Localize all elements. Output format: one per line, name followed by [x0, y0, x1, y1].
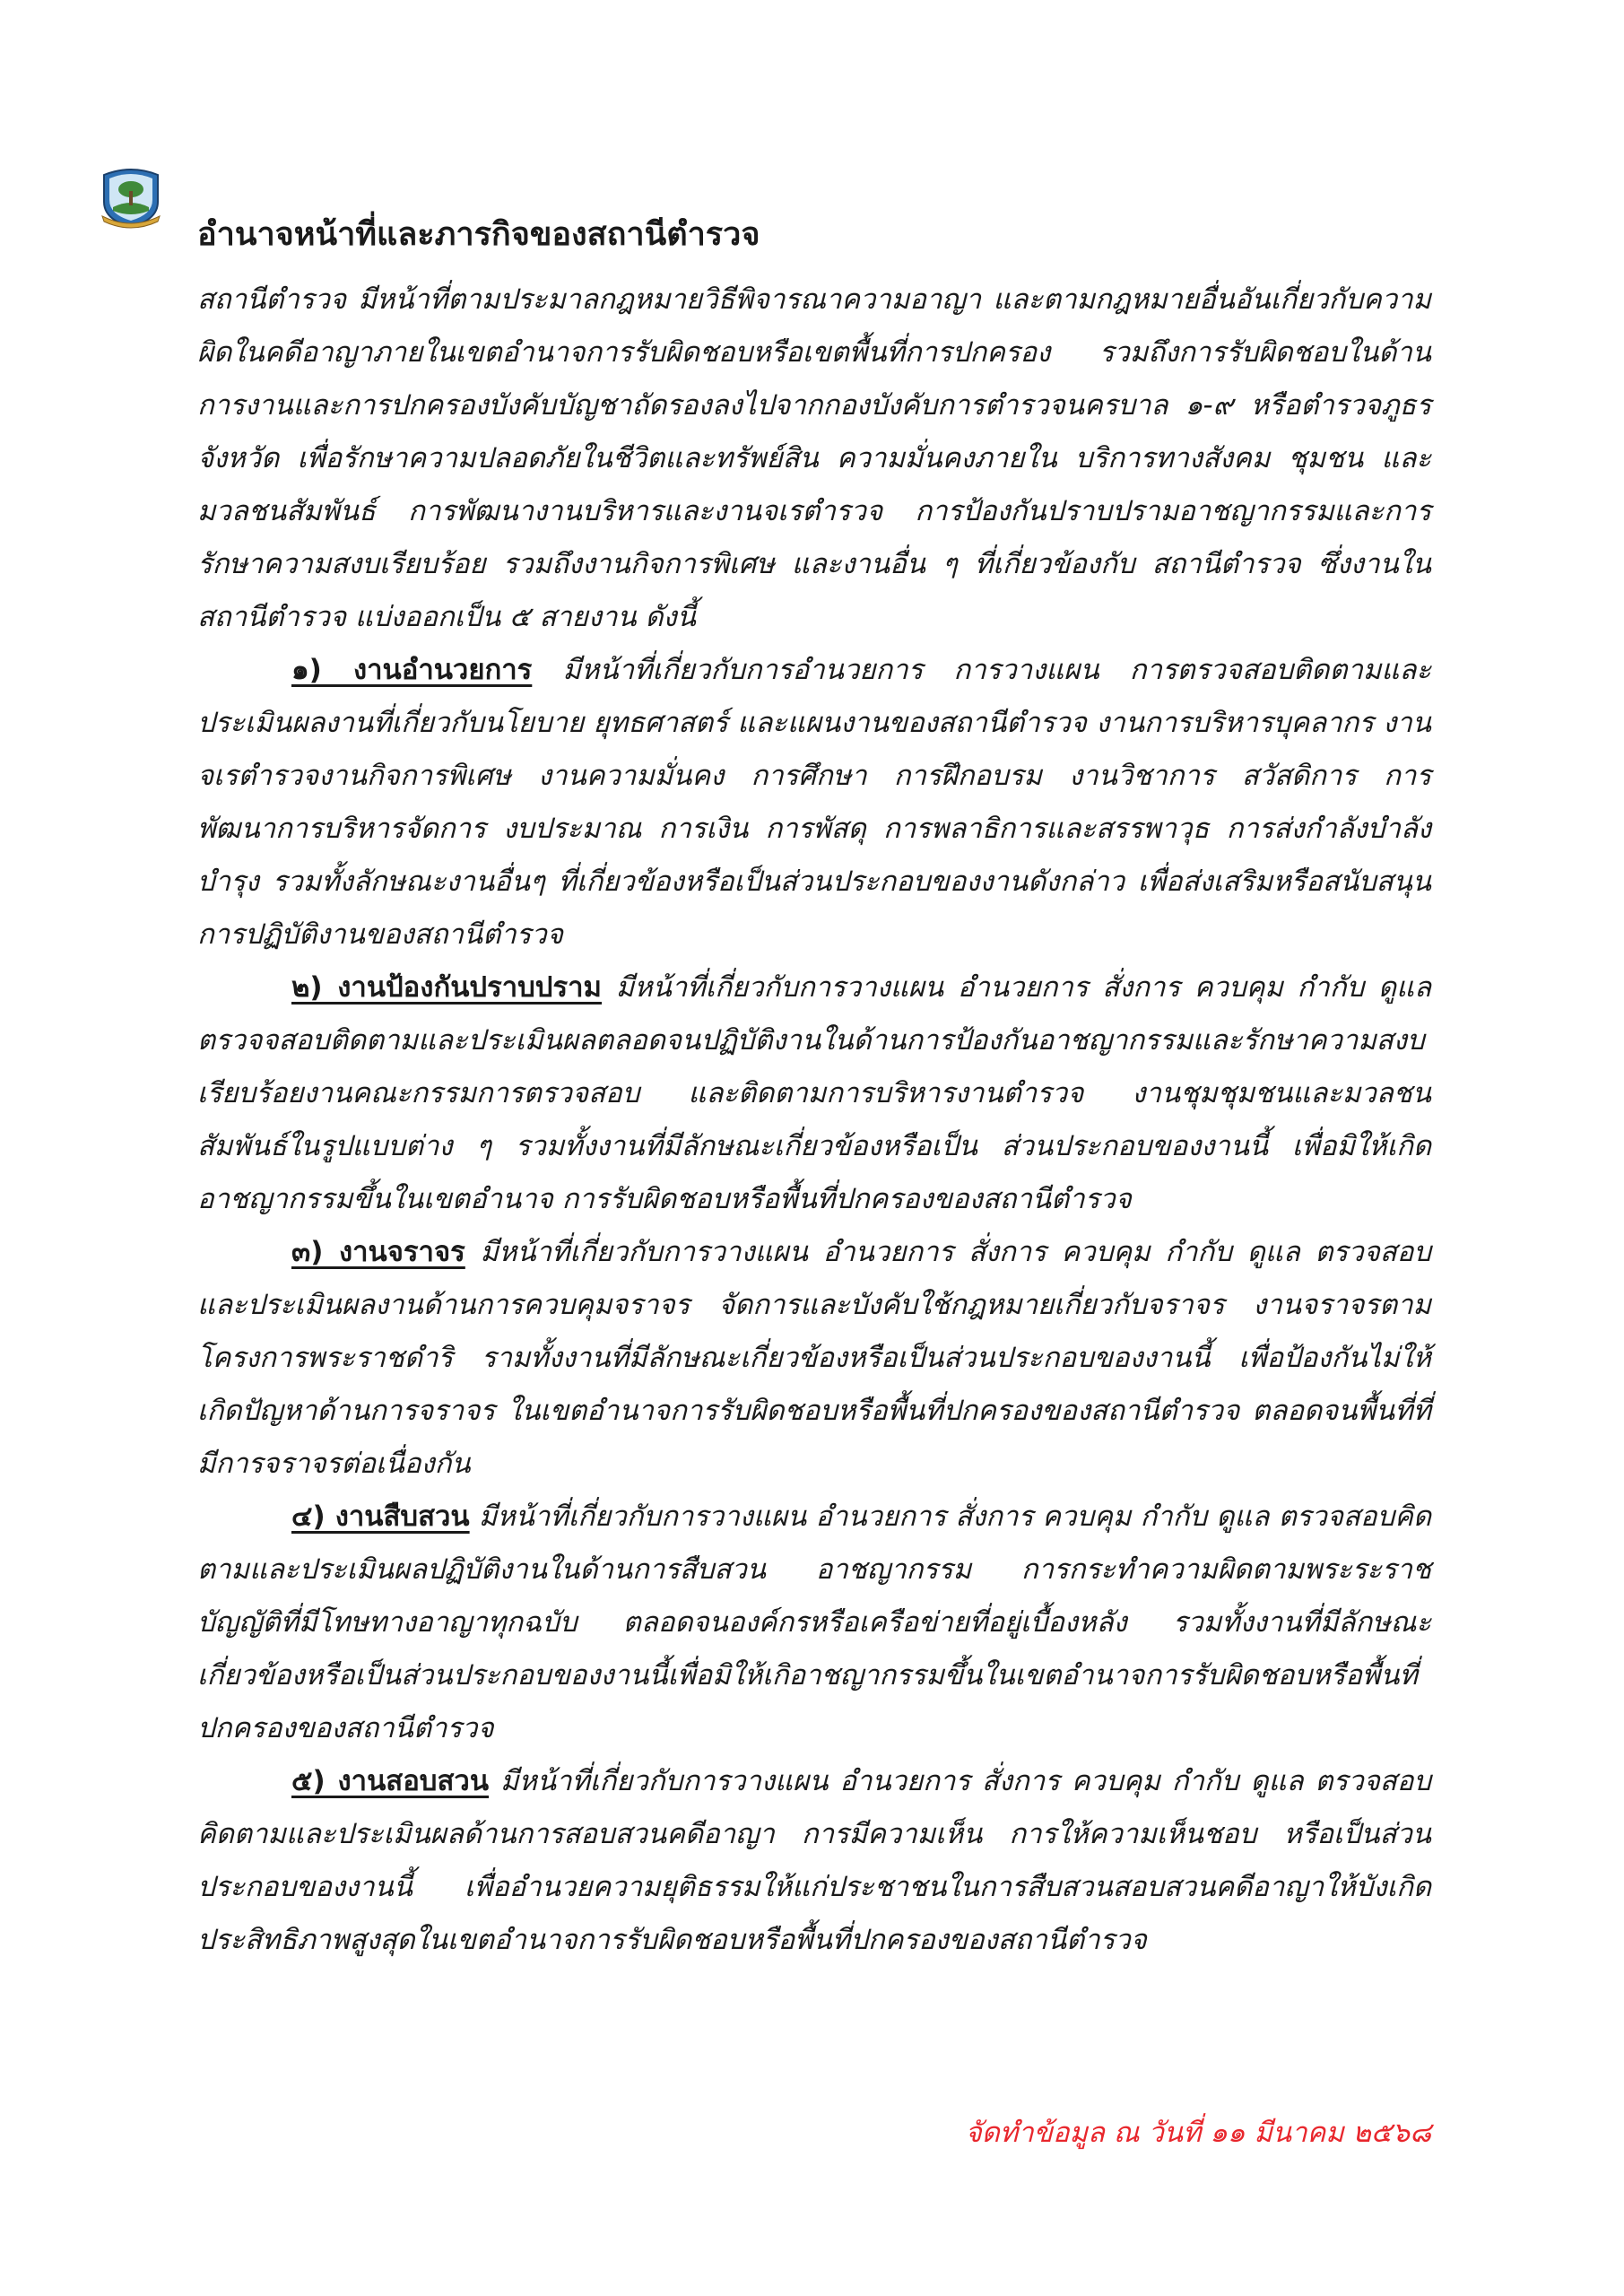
section-body: มีหน้าที่เกี่ยวกับการวางแผน อำนวยการ สั่งการ ควบคุม กำกับ ดูแล ตรวจสอบคิดตามและประเมินผลปฏิบัติงานในด้านการสืบสวน อาชญากรรม การกระทำความผิดตามพระระราชบัญญัติที่มีโทษทางอาญาทุกฉบับ ตลอดจนองค์กรหรือเครือข่ายที่อยู่เบื้องหลัง รวมทั้งงานที่มีลักษณะเกี่ยวข้องหรือเป็นส่วนประกอบของงานนี้เพื่อมิให้เกิอาชญากรรมขึ้นในเขตอำนาจการรับผิดชอบหรือพื้นที่ปกครองของสถานีตำรวจ [197, 1500, 1432, 1744]
section-heading: ๓) งานจราจร [291, 1236, 465, 1268]
police-emblem-icon [86, 166, 176, 230]
section-paragraph [197, 961, 1431, 1226]
section-heading: ๑) งานอำนวยการ [291, 654, 533, 686]
section-paragraph [197, 1491, 1431, 1755]
section-body: มีหน้าที่เกี่ยวกับการวางแผน อำนวยการ สั่งการ ควบคุม กำกับ ดูแล ตรวจสอบและประเมินผลงานด้านการควบคุมจราจร จัดการและบังคับใช้กฎหมายเกี่ยวกับจราจร งานจราจรตามโครงการพระราชดำริ รามทั้งงานที่มีลักษณะเกี่ยวข้องหรือเป็นส่วนประกอบของงานนี้ เพื่อป้องกันไม่ให้เกิดปัญหาด้านการจราจร ในเขตอำนาจการรับผิดชอบหรือพื้นที่ปกครองของสถานีตำรวจ ตลอดจนพื้นที่ที่มีการจราจรต่อเนื่องกัน [197, 1236, 1431, 1480]
page-title: อำนาจหน้าที่และภารกิจของสถานีตำรวจ [197, 216, 760, 253]
section-paragraph [197, 1226, 1431, 1491]
section-body: มีหน้าที่เกี่ยวกับการวางแผน อำนวยการ สั่งการ ควบคุม กำกับ ดูแล ตรวจสอบคิดตามและประเมินผลด้านการสอบสวนคดีอาญา การมีความเห็น การให้ความเห็นชอบ หรือเป็นส่วนประกอบของงานนี้ เพื่ออำนวยความยุติธรรมให้แก่ประชาชนในการสืบสวนสอบสวนคดีอาญาให้บังเกิดประสิทธิภาพสูงสุดในเขตอำนาจการรับผิดชอบหรือพื้นที่ปกครองของสถานีตำรวจ [197, 1765, 1431, 1956]
intro-paragraph: สถานีตำรวจ มีหน้าที่ตามประมาลกฎหมายวิธีพิจารณาความอาญา และตามกฎหมายอื่นอันเกี่ยวกับความผิดในคดีอาญาภายในเขตอำนาจการรับผิดชอบหรือเขตพื้นที่การปกครอง รวมถึงการรับผิดชอบในด้านการงานและการปกครองบังคับบัญชาถัดรองลงไปจากกองบังคับการตำรวจนครบาล ๑-๙ หรือตำรวจภูธรจังหวัด เพื่อรักษาความปลอดภัยในชีวิตและทรัพย์สิน ความมั่นคงภายใน บริการทางสังคม ชุมชน และมวลชนสัมพันธ์ การพัฒนางานบริหารและงานจเรตำรวจ การป้องกันปราบปรามอาชญากรรมและการรักษาความสงบเรียบร้อย รวมถึงงานกิจการพิเศษ และงานอื่น ๆ ที่เกี่ยวข้องกับ สถานีตำรวจ ซึ่งงานในสถานีตำรวจ แบ่งออกเป็น ๕ สายงาน ดังนี้ [197, 283, 1431, 633]
section-heading: ๒) งานป้องกันปราบปราม [291, 971, 602, 1004]
section-paragraph [197, 644, 1431, 961]
section-paragraph [197, 1755, 1431, 1967]
section-heading: ๔) งานสืบสวน [291, 1500, 470, 1533]
document-body [197, 274, 1431, 1967]
section-body: มีหน้าที่เกี่ยวกับการวางแผน อำนวยการ สั่งการ ควบคุม กำกับ ดูแล ตรวจจสอบติดตามและประเมินผลตลอดจนปฏิบัติงานในด้านการป้องกันอาชญากรรมและรักษาความสงบเรียบร้อยงานคณะกรรมการตรวจสอบ และติดตามการบริหารงานตำรวจ งานชุมชุมชนและมวลชนสัมพันธ์ในรูปแบบต่าง ๆ รวมทั้งงานที่มีลักษณะเกี่ยวข้องหรือเป็น ส่วนประกอบของงานนี้ เพื่อมิให้เกิดอาชญากรรมขึ้นในเขตอำนาจ การรับผิดชอบหรือพื้นที่ปกครองของสถานีตำรวจ [197, 971, 1431, 1215]
section-body: มีหน้าที่เกี่ยวกับการอำนวยการ การวางแผน การตรวจสอบติดตามและประเมินผลงานที่เกี่ยวกับนโยบาย ยุทธศาสตร์ และแผนงานของสถานีตำรวจ งานการบริหารบุคลากร งานจเรตำรวจงานกิจการพิเศษ งานความมั่นคง การศึกษา การฝึกอบรม งานวิชาการ สวัสดิการ การพัฒนาการบริหารจัดการ งบประมาณ การเงิน การพัสดุ การพลาธิการและสรรพาวุธ การส่งกำลังบำลังบำรุง รวมทั้งลักษณะงานอื่นๆ ที่เกี่ยวข้องหรือเป็นส่วนประกอบของงานดังกล่าว เพื่อส่งเสริมหรือสนับสนุนการปฏิบัติงานของสถานีตำรวจ [197, 654, 1431, 951]
section-heading: ๕) งานสอบสวน [291, 1765, 490, 1797]
date-note: จัดทำข้อมูล ณ วันที่ ๑๑ มีนาคม ๒๕๖๘ [965, 2117, 1431, 2149]
